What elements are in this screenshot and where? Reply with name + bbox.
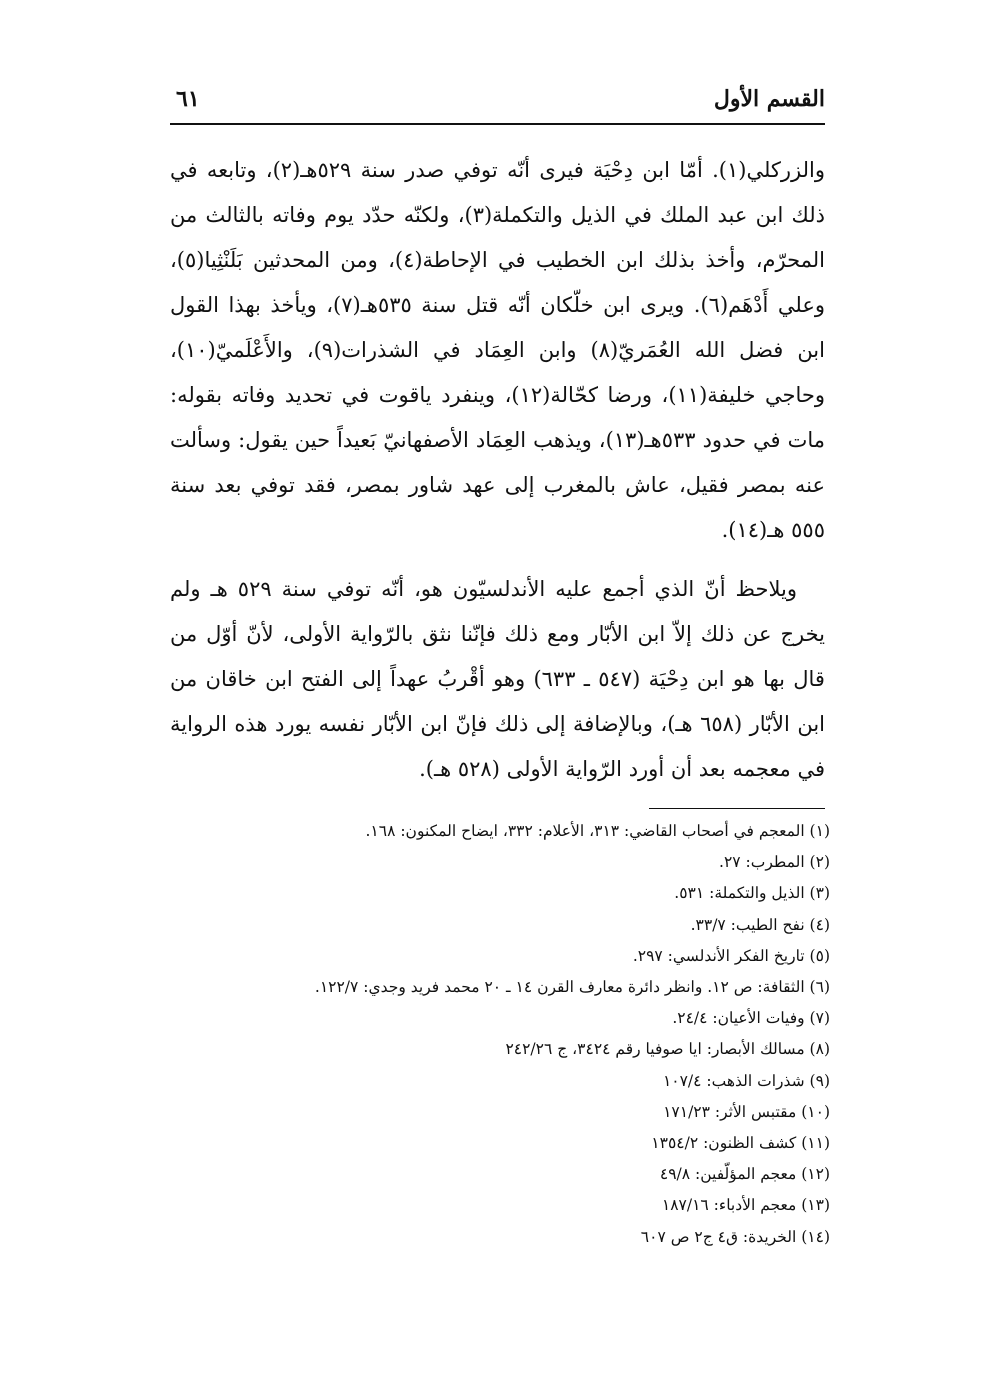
footnote: (١٢) معجم المؤلّفين: ٤٩/٨ (659, 1165, 830, 1184)
footnote: (١٣) معجم الأدباء: ١٨٧/١٦ (661, 1196, 830, 1215)
footnote: (٤) نفح الطيب: ٣٣/٧. (690, 915, 830, 934)
header-rule (170, 123, 825, 125)
footnote: (١) المعجم في أصحاب القاضي: ٣١٣، الأعلام: ٣٣٢، ايضاح المكنون: ١٦٨. (365, 822, 830, 840)
page-number: ٦١ (176, 86, 200, 112)
footnotes-list (170, 816, 830, 1253)
footnote: (٨) مسالك الأبصار: ايا صوفيا رقم ٣٤٢٤، ج ٢٤٢/٢٦ (505, 1040, 830, 1059)
footnote: (٢) المطرب: ٢٧. (719, 853, 830, 872)
footnote: (١٤) الخريدة: ق٤ ج٢ ص ٦٠٧ (640, 1227, 830, 1246)
footnote: (٩) شذرات الذهب: ١٠٧/٤ (662, 1071, 830, 1090)
footnote: (١٠) مقتبس الأثر: ١٧١/٢٣ (663, 1102, 830, 1121)
section-title: القسم الأول (713, 86, 825, 112)
footnote: (٣) الذيل والتكملة: ٥٣١. (674, 884, 830, 903)
paragraph: ويلاحظ أنّ الذي أجمع عليه الأندلسيّون هو، أنّه توفي سنة ٥٢٩ هـ ولم يخرج عن ذلك إلاّ ابن الأبّار ومع ذلك فإنّنا نثق بالرّواية الأولى، لأنّ أوّل من قال بها هو ابن دِحْيَة (٥٤٧ ـ ٦٣٣) وهو أقْربُ عهداً إلى الفتح ابن خاقان من ابن الأبّار (٦٥٨ هـ)، وبالإضافة إلى ذلك فإنّ ابن الأبّار نفسه يورد هذه الرواية في معجمه بعد أن أورد الرّواية الأولى (٥٢٨ هـ). (170, 577, 826, 781)
footnote: (٥) تاريخ الفكر الأندلسي: ٢٩٧. (632, 946, 830, 965)
paragraph: والزركلي(١). أمّا ابن دِحْيَة فيرى أنّه توفي صدر سنة ٥٢٩هـ(٢)، وتابعه في ذلك ابن عبد الملك في الذيل والتكملة(٣)، ولكنّه حدّد يوم وفاته بالثالث من المحرّم، وأخذ بذلك ابن الخطيب في الإحاطة(٤)، ومن المحدثين بَلَنْثِيا(٥)، وعلي أَدْهَم(٦). ويرى ابن خلّكان أنّه قتل سنة ٥٣٥هـ(٧)، ويأخذ بهذا القول ابن فضل الله العُمَريّ(٨) وابن العِمَاد في الشذرات(٩)، والأَعْلَميّ(١٠)، وحاجي خليفة(١١)، ورضا كحّالة(١٢)، وينفرد ياقوت في تحديد وفاته بقوله: مات في حدود ٥٣٣هـ(١٣)، ويذهب العِمَاد الأصفهانيّ بَعيداً حين يقول: وسألت عنه بمصر فقيل، عاش بالمغرب إلى عهد شاور بمصر، فقد توفي بعد سنة ٥٥٥ هـ(١٤). (170, 158, 826, 542)
footnote-rule (649, 808, 825, 809)
footnote: (٧) وفيات الأعيان: ٢٤/٤. (672, 1009, 830, 1028)
footnote: (٦) الثقافة: ص ١٢. وانظر دائرة معارف القرن ١٤ ـ ٢٠ محمد فريد وجدي: ١٢٢/٧. (314, 978, 830, 997)
running-header (170, 86, 825, 120)
footnote: (١١) كشف الظنون: ١٣٥٤/٢ (651, 1134, 830, 1153)
main-text (170, 148, 825, 792)
